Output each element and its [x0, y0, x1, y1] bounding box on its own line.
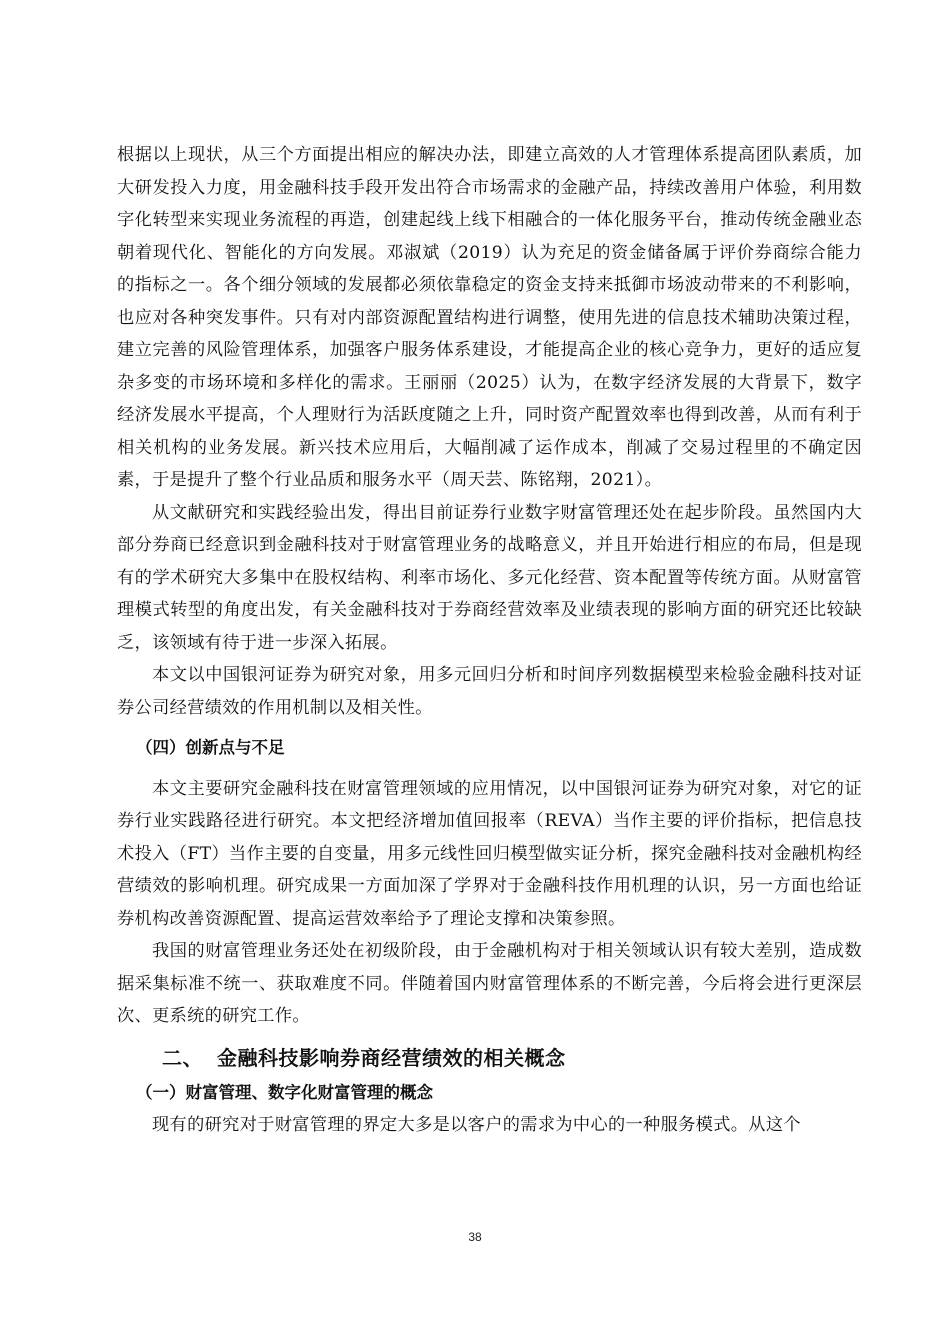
paragraph-wealth-definition: 现有的研究对于财富管理的界定大多是以客户的需求为中心的一种服务模式。从这个: [152, 1115, 801, 1135]
paragraph-current-situation: 根据以上现状，从三个方面提出相应的解决办法，即建立高效的人才管理体系提高团队素质，加大研发投入力度，用金融科技手段开发出符合市场需求的金融产品，持续改善用户体验，利用数字化转型来实现业务流程的再造，创建起线上线下相融合的一体化服务平台，推动传统金融业态朝着现代化、智能化的方向发展。邓淑斌（2019）认为充足的资金储备属于评价券商综合能力的指标之一。各个细分领域的发展都必须依靠稳定的资金支持来抵御市场波动带来的不利影响，也应对各种突发事件。只有对内部资源配置结构进行调整，使用先进的信息技术辅助决策过程，建立完善的风险管理体系，加强客户服务体系建设，才能提高企业的核心竞争力，更好的适应复杂多变的市场环境和多样化的需求。王丽丽（2025）认为，在数字经济发展的大背景下，数字经济发展水平提高，个人理财行为活跃度随之上升，同时资产配置效率也得到改善，从而有利于相关机构的业务发展。新兴技术应用后，大幅削减了运作成本，削减了交易过程里的不确定因素，于是提升了整个行业品质和服务水平（周天芸、陈铭翔，2021）。: [117, 145, 862, 490]
paragraph-shortcomings: 我国的财富管理业务还处在初级阶段，由于金融机构对于相关领域认识有较大差别，造成数据采集标准不统一、获取难度不同。伴随着国内财富管理体系的不断完善，今后将会进行更深层次、更系统的研究工作。: [117, 941, 862, 1026]
paragraph-research-object: 本文以中国银河证券为研究对象，用多元回归分析和时间序列数据模型来检验金融科技对证券公司经营绩效的作用机制以及相关性。: [117, 665, 862, 718]
section-heading: [117, 1039, 862, 1077]
document-body: [117, 139, 862, 1142]
section-title: 金融科技影响券商经营绩效的相关概念: [217, 1045, 566, 1070]
heading-wealth-management: （一）财富管理、数字化财富管理的概念: [136, 1082, 433, 1102]
paragraph-innovation: 本文主要研究金融科技在财富管理领域的应用情况，以中国银河证券为研究对象，对它的证券行业实践路径进行研究。本文把经济增加值回报率（REVA）当作主要的评价指标，把信息技术投入（FT）当作主要的自变量，用多元线性回归模型做实证分析，探究金融科技对金融机构经营绩效的影响机理。研究成果一方面加深了学界对于金融科技作用机理的认识，另一方面也给证券机构改善资源配置、提高运营效率给予了理论支撑和决策参照。: [117, 778, 862, 929]
page-number: 38: [468, 1230, 482, 1244]
heading-innovation: （四）创新点与不足: [136, 738, 285, 757]
paragraph-literature-summary: 从文献研究和实践经验出发，得出目前证券行业数字财富管理还处在起步阶段。虽然国内大部分券商已经意识到金融科技对于财富管理业务的战略意义，并且开始进行相应的布局，但是现有的学术研究大多集中在股权结构、利率市场化、多元化经营、资本配置等传统方面。从财富管理模式转型的角度出发，有关金融科技对于券商经营效率及业绩表现的影响方面的研究还比较缺乏，该领域有待于进一步深入拓展。: [117, 502, 862, 653]
section-number: 二、: [162, 1045, 203, 1070]
